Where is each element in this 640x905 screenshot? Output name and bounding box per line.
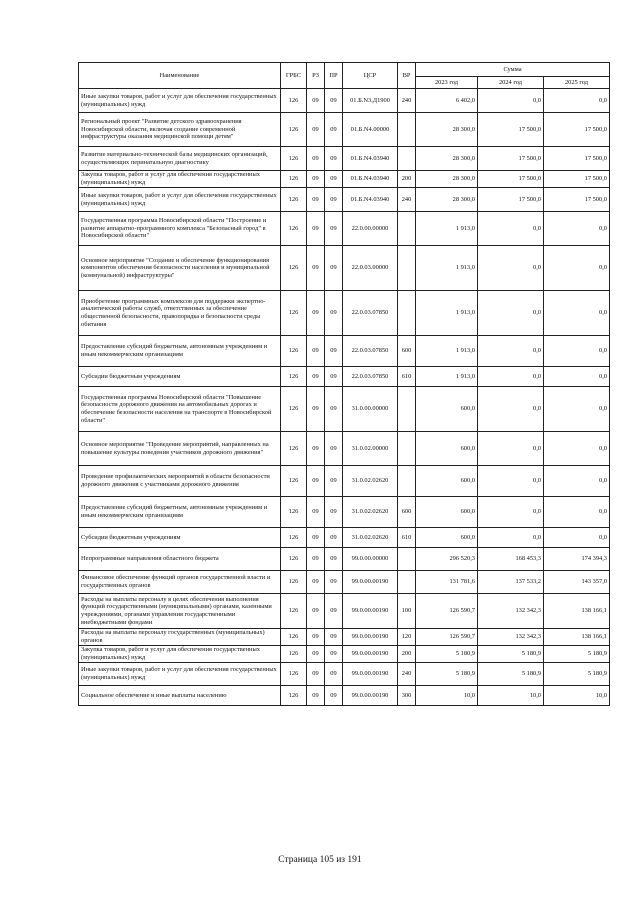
table-row xyxy=(79,497,610,528)
table-row xyxy=(79,629,610,646)
row-rz-cell: 09 xyxy=(307,646,325,663)
header-pr: ПР xyxy=(325,63,343,89)
table-row xyxy=(79,367,610,387)
row-csr-cell: 01.Б.N4.03940 xyxy=(343,147,398,171)
row-name-cell: Субсидии бюджетным учреждениям xyxy=(79,528,281,548)
page-number: Страница 105 из 191 xyxy=(278,855,362,865)
header-year-2024: 2024 год xyxy=(478,77,544,89)
row-rz-cell: 09 xyxy=(307,528,325,548)
row-grbs-cell: 126 xyxy=(281,432,307,466)
row-pr-cell: 09 xyxy=(325,147,343,171)
row-amount-2023-cell: 28 300,0 xyxy=(416,188,478,212)
row-amount-2023-cell: 600,0 xyxy=(416,432,478,466)
row-grbs-cell: 126 xyxy=(281,367,307,387)
row-vr-cell xyxy=(398,246,416,291)
row-rz-cell: 09 xyxy=(307,171,325,188)
table-row xyxy=(79,291,610,336)
row-amount-2024-cell: 132 342,3 xyxy=(478,594,544,629)
row-pr-cell: 09 xyxy=(325,113,343,147)
row-amount-2023-cell: 6 402,0 xyxy=(416,89,478,113)
row-name-cell: Приобретение программных комплексов для поддержки экспертно-аналитической работы служб, ответственных за обеспечение общественной безопасности, правопорядка и безопасности среды обитания xyxy=(79,291,281,336)
row-amount-2025-cell: 0,0 xyxy=(544,89,610,113)
row-rz-cell: 09 xyxy=(307,548,325,571)
table-row xyxy=(79,528,610,548)
row-vr-cell xyxy=(398,147,416,171)
row-amount-2024-cell: 0,0 xyxy=(478,528,544,548)
row-grbs-cell: 126 xyxy=(281,629,307,646)
row-grbs-cell: 126 xyxy=(281,212,307,246)
row-name-cell: Региональный проект "Развитие детского здравоохранения Новосибирской области, включая создание современной инфраструктуры оказания медицинской помощи детям" xyxy=(79,113,281,147)
header-rz: РЗ xyxy=(307,63,325,89)
row-pr-cell: 09 xyxy=(325,367,343,387)
row-rz-cell: 09 xyxy=(307,188,325,212)
row-pr-cell: 09 xyxy=(325,291,343,336)
row-csr-cell: 99.0.00.00190 xyxy=(343,571,398,594)
row-name-cell: Финансовое обеспечение функций органов государственной власти и государственных органов xyxy=(79,571,281,594)
row-pr-cell: 09 xyxy=(325,686,343,706)
row-amount-2023-cell: 600,0 xyxy=(416,466,478,497)
row-name-cell: Основное мероприятие "Проведение мероприятий, направленных на повышение культуры поведения участников дорожного движения" xyxy=(79,432,281,466)
row-amount-2025-cell: 5 180,9 xyxy=(544,663,610,686)
row-vr-cell xyxy=(398,291,416,336)
row-vr-cell: 610 xyxy=(398,367,416,387)
row-rz-cell: 09 xyxy=(307,594,325,629)
table-row xyxy=(79,147,610,171)
row-rz-cell: 09 xyxy=(307,686,325,706)
row-csr-cell: 99.0.00.00190 xyxy=(343,663,398,686)
row-vr-cell xyxy=(398,466,416,497)
row-grbs-cell: 126 xyxy=(281,497,307,528)
row-vr-cell: 100 xyxy=(398,594,416,629)
row-name-cell: Социальное обеспечение и иные выплаты населению xyxy=(79,686,281,706)
row-amount-2023-cell: 1 913,0 xyxy=(416,291,478,336)
row-pr-cell: 09 xyxy=(325,663,343,686)
row-amount-2025-cell: 0,0 xyxy=(544,336,610,367)
row-amount-2025-cell: 17 500,0 xyxy=(544,171,610,188)
row-amount-2023-cell: 1 913,0 xyxy=(416,246,478,291)
row-rz-cell: 09 xyxy=(307,466,325,497)
row-amount-2024-cell: 17 500,0 xyxy=(478,171,544,188)
row-name-cell: Государственная программа Новосибирской области "Повышение безопасности дорожного движения на автомобильных дорогах и обеспечение безопасности населения на транспорте в Новосибирской области" xyxy=(79,387,281,432)
row-amount-2025-cell: 0,0 xyxy=(544,432,610,466)
row-name-cell: Закупка товаров, работ и услуг для обеспечения государственных (муниципальных) нужд xyxy=(79,646,281,663)
row-vr-cell: 600 xyxy=(398,336,416,367)
table-row xyxy=(79,663,610,686)
row-amount-2023-cell: 600,0 xyxy=(416,387,478,432)
row-amount-2023-cell: 28 300,0 xyxy=(416,171,478,188)
row-pr-cell: 09 xyxy=(325,528,343,548)
row-amount-2023-cell: 600,0 xyxy=(416,528,478,548)
row-vr-cell: 300 xyxy=(398,686,416,706)
row-vr-cell xyxy=(398,212,416,246)
row-grbs-cell: 126 xyxy=(281,147,307,171)
row-pr-cell: 09 xyxy=(325,466,343,497)
row-name-cell: Иные закупки товаров, работ и услуг для обеспечения государственных (муниципальных) нужд xyxy=(79,663,281,686)
row-amount-2023-cell: 296 520,3 xyxy=(416,548,478,571)
row-csr-cell: 31.0.02.02620 xyxy=(343,497,398,528)
row-pr-cell: 09 xyxy=(325,212,343,246)
row-pr-cell: 09 xyxy=(325,171,343,188)
row-amount-2025-cell: 17 500,0 xyxy=(544,188,610,212)
row-name-cell: Расходы на выплаты персоналу государственных (муниципальных) органов xyxy=(79,629,281,646)
row-name-cell: Основное мероприятие "Создание и обеспечение функционирования компонентов обеспечения безопасности населения и муниципальной (коммунальной) инфраструктуры" xyxy=(79,246,281,291)
row-csr-cell: 01.Б.N4.00000 xyxy=(343,113,398,147)
row-pr-cell: 09 xyxy=(325,89,343,113)
row-name-cell: Расходы на выплаты персоналу в целях обеспечения выполнения функций государственными (муниципальными) органами, казенными учреждениями, органами управления государственными внебюджетными фондами xyxy=(79,594,281,629)
row-vr-cell xyxy=(398,548,416,571)
table-body xyxy=(79,89,610,706)
row-amount-2024-cell: 5 180,9 xyxy=(478,663,544,686)
row-amount-2024-cell: 17 500,0 xyxy=(478,188,544,212)
header-sum: Сумма xyxy=(416,63,610,77)
row-amount-2023-cell: 131 781,6 xyxy=(416,571,478,594)
row-amount-2024-cell: 17 500,0 xyxy=(478,147,544,171)
header-name: Наименование xyxy=(79,63,281,89)
table-row xyxy=(79,686,610,706)
row-rz-cell: 09 xyxy=(307,571,325,594)
row-pr-cell: 09 xyxy=(325,188,343,212)
row-csr-cell: 22.0.03.07850 xyxy=(343,336,398,367)
header-csr: ЦСР xyxy=(343,63,398,89)
row-vr-cell: 600 xyxy=(398,497,416,528)
row-grbs-cell: 126 xyxy=(281,594,307,629)
row-csr-cell: 99.0.00.00190 xyxy=(343,686,398,706)
row-csr-cell: 01.Б.N4.03940 xyxy=(343,171,398,188)
row-amount-2024-cell: 0,0 xyxy=(478,246,544,291)
row-csr-cell: 01.Б.N4.03940 xyxy=(343,188,398,212)
row-vr-cell: 240 xyxy=(398,188,416,212)
row-amount-2025-cell: 17 500,0 xyxy=(544,147,610,171)
row-grbs-cell: 126 xyxy=(281,113,307,147)
row-amount-2024-cell: 5 180,9 xyxy=(478,646,544,663)
row-rz-cell: 09 xyxy=(307,212,325,246)
row-rz-cell: 09 xyxy=(307,387,325,432)
row-csr-cell: 22.0.03.00000 xyxy=(343,246,398,291)
row-name-cell: Развитие материально-технической базы медицинских организаций, осуществляющих перинатальную диагностику xyxy=(79,147,281,171)
row-rz-cell: 09 xyxy=(307,291,325,336)
row-rz-cell: 09 xyxy=(307,336,325,367)
row-grbs-cell: 126 xyxy=(281,466,307,497)
row-amount-2023-cell: 1 913,0 xyxy=(416,367,478,387)
row-amount-2024-cell: 0,0 xyxy=(478,432,544,466)
row-csr-cell: 99.0.00.00190 xyxy=(343,629,398,646)
row-vr-cell: 120 xyxy=(398,629,416,646)
row-rz-cell: 09 xyxy=(307,113,325,147)
row-rz-cell: 09 xyxy=(307,629,325,646)
row-rz-cell: 09 xyxy=(307,497,325,528)
row-name-cell: Предоставление субсидий бюджетным, автономным учреждениям и иным некоммерческим организациям xyxy=(79,497,281,528)
row-amount-2025-cell: 174 394,3 xyxy=(544,548,610,571)
row-csr-cell: 22.0.03.07850 xyxy=(343,291,398,336)
row-csr-cell: 31.0.00.00000 xyxy=(343,387,398,432)
row-amount-2025-cell: 0,0 xyxy=(544,528,610,548)
row-amount-2024-cell: 17 500,0 xyxy=(478,113,544,147)
row-pr-cell: 09 xyxy=(325,246,343,291)
row-amount-2023-cell: 10,0 xyxy=(416,686,478,706)
row-amount-2025-cell: 17 500,0 xyxy=(544,113,610,147)
row-name-cell: Предоставление субсидий бюджетным, автономным учреждениям и иным некоммерческим организациям xyxy=(79,336,281,367)
row-pr-cell: 09 xyxy=(325,646,343,663)
row-amount-2025-cell: 0,0 xyxy=(544,466,610,497)
row-grbs-cell: 126 xyxy=(281,246,307,291)
row-csr-cell: 22.0.00.00000 xyxy=(343,212,398,246)
table-row xyxy=(79,594,610,629)
row-amount-2024-cell: 0,0 xyxy=(478,291,544,336)
row-amount-2025-cell: 0,0 xyxy=(544,291,610,336)
row-amount-2024-cell: 0,0 xyxy=(478,212,544,246)
row-name-cell: Иные закупки товаров, работ и услуг для обеспечения государственных (муниципальных) нужд xyxy=(79,89,281,113)
row-grbs-cell: 126 xyxy=(281,188,307,212)
row-vr-cell: 240 xyxy=(398,663,416,686)
row-vr-cell xyxy=(398,113,416,147)
row-amount-2025-cell: 0,0 xyxy=(544,387,610,432)
row-amount-2025-cell: 143 357,0 xyxy=(544,571,610,594)
row-name-cell: Непрограммные направления областного бюджета xyxy=(79,548,281,571)
row-vr-cell: 610 xyxy=(398,528,416,548)
row-vr-cell xyxy=(398,571,416,594)
row-amount-2024-cell: 137 533,2 xyxy=(478,571,544,594)
row-grbs-cell: 126 xyxy=(281,571,307,594)
row-amount-2023-cell: 28 300,0 xyxy=(416,113,478,147)
table-row xyxy=(79,336,610,367)
row-amount-2025-cell: 10,0 xyxy=(544,686,610,706)
header-grbs: ГРБС xyxy=(281,63,307,89)
row-rz-cell: 09 xyxy=(307,663,325,686)
row-rz-cell: 09 xyxy=(307,432,325,466)
row-amount-2024-cell: 132 342,3 xyxy=(478,629,544,646)
row-pr-cell: 09 xyxy=(325,571,343,594)
row-amount-2025-cell: 138 166,1 xyxy=(544,594,610,629)
table-row xyxy=(79,548,610,571)
row-csr-cell: 99.0.00.00000 xyxy=(343,548,398,571)
table-row xyxy=(79,171,610,188)
row-amount-2024-cell: 0,0 xyxy=(478,466,544,497)
row-grbs-cell: 126 xyxy=(281,646,307,663)
row-name-cell: Закупка товаров, работ и услуг для обеспечения государственных (муниципальных) нужд xyxy=(79,171,281,188)
row-amount-2024-cell: 0,0 xyxy=(478,367,544,387)
row-name-cell: Государственная программа Новосибирской области "Построение и развитие аппаратно-программного комплекса "Безопасный город" в Новосибирской области" xyxy=(79,212,281,246)
row-csr-cell: 99.0.00.00190 xyxy=(343,594,398,629)
table-row xyxy=(79,466,610,497)
header-year-2023: 2023 год xyxy=(416,77,478,89)
row-csr-cell: 31.0.02.02620 xyxy=(343,528,398,548)
row-csr-cell: 01.Б.N3.Д1900 xyxy=(343,89,398,113)
row-grbs-cell: 126 xyxy=(281,528,307,548)
row-csr-cell: 31.0.02.02620 xyxy=(343,466,398,497)
row-pr-cell: 09 xyxy=(325,336,343,367)
row-amount-2023-cell: 28 300,0 xyxy=(416,147,478,171)
table-row xyxy=(79,432,610,466)
row-grbs-cell: 126 xyxy=(281,686,307,706)
row-csr-cell: 22.0.03.07850 xyxy=(343,367,398,387)
row-name-cell: Проведение профилактических мероприятий в области безопасности дорожного движения с участниками дорожного движения xyxy=(79,466,281,497)
row-rz-cell: 09 xyxy=(307,246,325,291)
row-rz-cell: 09 xyxy=(307,89,325,113)
row-vr-cell: 200 xyxy=(398,646,416,663)
row-vr-cell: 240 xyxy=(398,89,416,113)
row-amount-2025-cell: 0,0 xyxy=(544,212,610,246)
row-grbs-cell: 126 xyxy=(281,171,307,188)
row-name-cell: Иные закупки товаров, работ и услуг для обеспечения государственных (муниципальных) нужд xyxy=(79,188,281,212)
row-vr-cell xyxy=(398,432,416,466)
table-row xyxy=(79,113,610,147)
row-amount-2024-cell: 0,0 xyxy=(478,336,544,367)
row-grbs-cell: 126 xyxy=(281,548,307,571)
row-amount-2024-cell: 0,0 xyxy=(478,89,544,113)
row-amount-2024-cell: 10,0 xyxy=(478,686,544,706)
row-pr-cell: 09 xyxy=(325,387,343,432)
row-vr-cell: 200 xyxy=(398,171,416,188)
table-row xyxy=(79,246,610,291)
row-pr-cell: 09 xyxy=(325,497,343,528)
table-row xyxy=(79,646,610,663)
table-row xyxy=(79,212,610,246)
row-pr-cell: 09 xyxy=(325,629,343,646)
row-amount-2023-cell: 1 913,0 xyxy=(416,212,478,246)
header-year-2025: 2025 год xyxy=(544,77,610,89)
row-amount-2025-cell: 0,0 xyxy=(544,367,610,387)
table-row xyxy=(79,89,610,113)
row-amount-2023-cell: 1 913,0 xyxy=(416,336,478,367)
row-amount-2023-cell: 126 590,7 xyxy=(416,594,478,629)
row-grbs-cell: 126 xyxy=(281,663,307,686)
row-grbs-cell: 126 xyxy=(281,387,307,432)
row-csr-cell: 31.0.02.00000 xyxy=(343,432,398,466)
row-grbs-cell: 126 xyxy=(281,89,307,113)
row-pr-cell: 09 xyxy=(325,548,343,571)
table-row xyxy=(79,188,610,212)
row-amount-2025-cell: 138 166,1 xyxy=(544,629,610,646)
row-pr-cell: 09 xyxy=(325,432,343,466)
row-amount-2025-cell: 0,0 xyxy=(544,246,610,291)
budget-table xyxy=(78,62,610,706)
row-amount-2024-cell: 168 453,3 xyxy=(478,548,544,571)
table-row xyxy=(79,387,610,432)
row-vr-cell xyxy=(398,387,416,432)
row-name-cell: Субсидии бюджетным учреждениям xyxy=(79,367,281,387)
row-grbs-cell: 126 xyxy=(281,291,307,336)
row-amount-2025-cell: 0,0 xyxy=(544,497,610,528)
table-row xyxy=(79,571,610,594)
row-pr-cell: 09 xyxy=(325,594,343,629)
row-amount-2025-cell: 5 180,9 xyxy=(544,646,610,663)
row-csr-cell: 99.0.00.00190 xyxy=(343,646,398,663)
row-rz-cell: 09 xyxy=(307,147,325,171)
header-vr: ВР xyxy=(398,63,416,89)
row-amount-2023-cell: 5 180,9 xyxy=(416,646,478,663)
row-grbs-cell: 126 xyxy=(281,336,307,367)
row-rz-cell: 09 xyxy=(307,367,325,387)
row-amount-2023-cell: 600,0 xyxy=(416,497,478,528)
row-amount-2023-cell: 126 590,7 xyxy=(416,629,478,646)
row-amount-2024-cell: 0,0 xyxy=(478,497,544,528)
row-amount-2023-cell: 5 180,9 xyxy=(416,663,478,686)
row-amount-2024-cell: 0,0 xyxy=(478,387,544,432)
